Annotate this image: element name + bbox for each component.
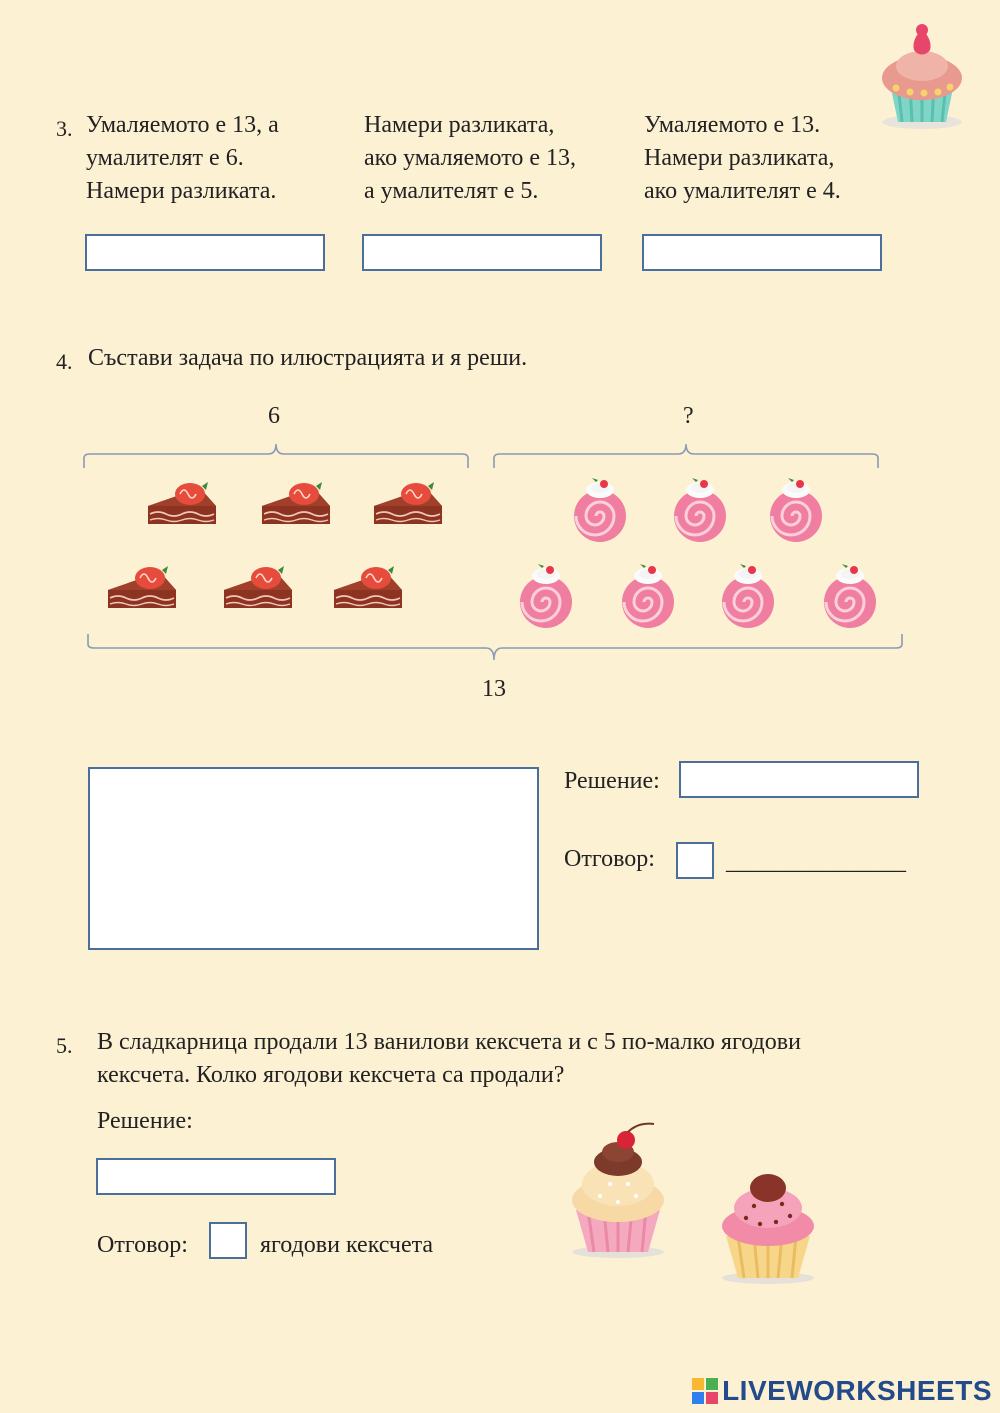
strawberry-roll-icon bbox=[670, 476, 732, 542]
chocolate-cake-icon bbox=[220, 564, 296, 614]
liveworksheets-logo-icon bbox=[692, 1378, 718, 1404]
top-left-brace bbox=[80, 436, 472, 472]
q4-answer-label: Отговор: bbox=[564, 846, 655, 872]
strawberry-roll-icon bbox=[820, 562, 882, 628]
q4-answer-input[interactable] bbox=[676, 842, 714, 879]
chocolate-cake-icon bbox=[144, 480, 220, 530]
chocolate-cake-icon bbox=[370, 480, 446, 530]
question-5-number: 5. bbox=[56, 1033, 73, 1058]
bottom-total-brace bbox=[84, 630, 906, 666]
total-count-label: 13 bbox=[482, 676, 506, 702]
liveworksheets-brand bbox=[692, 1375, 992, 1407]
chocolate-cake-icon bbox=[258, 480, 334, 530]
top-right-brace bbox=[490, 436, 882, 472]
answer-input-3a[interactable] bbox=[85, 234, 325, 271]
chocolate-cake-icon bbox=[104, 564, 180, 614]
cakes-count-label: 6 bbox=[268, 403, 280, 429]
strawberry-cupcake-icon bbox=[716, 1162, 820, 1286]
strawberry-roll-icon bbox=[766, 476, 828, 542]
rolls-count-label: ? bbox=[683, 403, 694, 429]
answer-input-3b[interactable] bbox=[362, 234, 602, 271]
q4-solution-label: Решение: bbox=[564, 768, 660, 794]
strawberry-roll-icon bbox=[718, 562, 780, 628]
question-3a-text: Умаляемото е 13, а умалителят е 6. Намери разликата. bbox=[86, 112, 279, 204]
q5-answer-input[interactable] bbox=[209, 1222, 247, 1259]
task-composition-textarea[interactable] bbox=[88, 767, 539, 950]
question-4-number: 4. bbox=[56, 349, 73, 374]
chocolate-cake-icon bbox=[330, 564, 406, 614]
q5-solution-input[interactable] bbox=[96, 1158, 336, 1195]
cupcake-icon bbox=[876, 22, 968, 134]
q5-answer-suffix: ягодови кексчета bbox=[260, 1232, 434, 1258]
question-3c-text: Умаляемото е 13. Намери разликата, ако умалителят е 4. bbox=[644, 112, 841, 204]
q4-answer-line: _______________ bbox=[726, 849, 906, 875]
strawberry-roll-icon bbox=[570, 476, 632, 542]
question-3b-text: Намери разликата, ако умаляемото е 13, а умалителят е 5. bbox=[364, 112, 577, 204]
strawberry-roll-icon bbox=[516, 562, 578, 628]
strawberry-roll-icon bbox=[618, 562, 680, 628]
q4-solution-input[interactable] bbox=[679, 761, 919, 798]
answer-input-3c[interactable] bbox=[642, 234, 882, 271]
question-5-text: В сладкарница продали 13 ванилови кексчета и с 5 по-малко ягодови кексчета. Колко ягодови кексчета са продали? bbox=[97, 1029, 801, 1088]
vanilla-cupcake-icon bbox=[566, 1118, 670, 1260]
q5-answer-label: Отговор: bbox=[97, 1232, 188, 1258]
question-3-number: 3. bbox=[56, 116, 73, 141]
question-4-text: Състави задача по илюстрацията и я реши. bbox=[88, 345, 528, 371]
q5-solution-label: Решение: bbox=[97, 1108, 193, 1134]
brand-name: LIVEWORKSHEETS bbox=[722, 1375, 992, 1406]
